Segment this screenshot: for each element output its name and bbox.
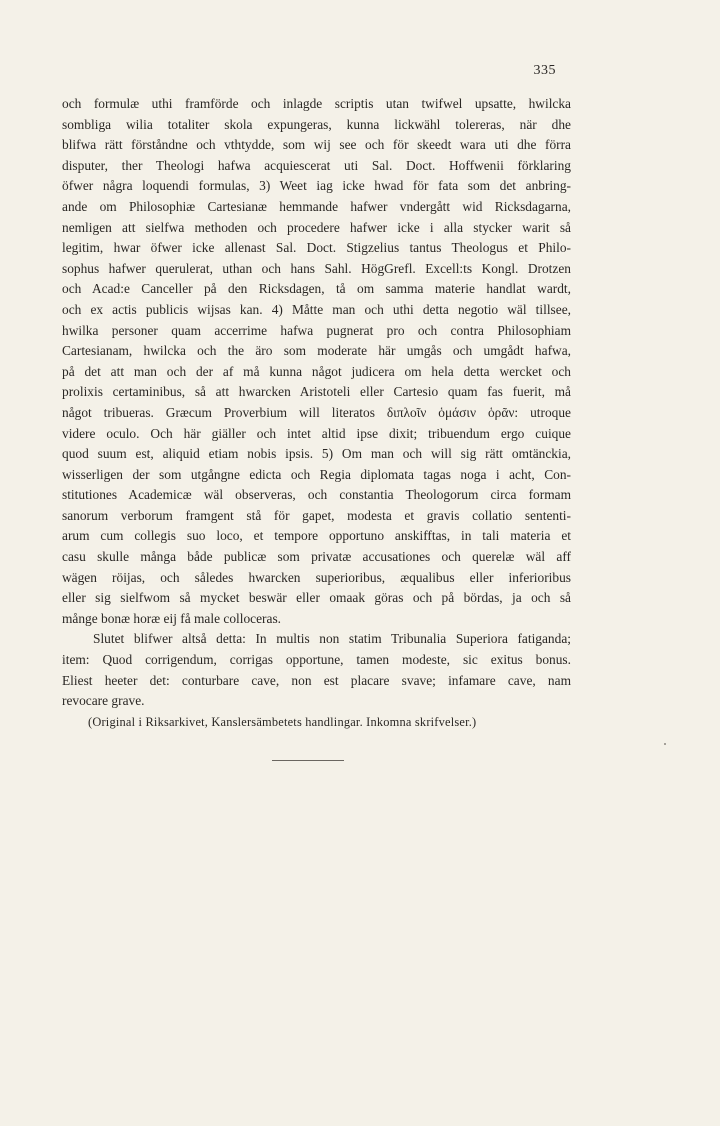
text-line: videre oculo. Och här giäller och intet altid ipse dixit; tribuendum ergo cuique bbox=[62, 425, 571, 441]
text-line: Eliest heeter det: conturbare cave, non est placare svave; infamare cave, nam bbox=[62, 672, 571, 688]
text-line: blifwa rätt förståndne och vthtydde, som wij see och för skeedt wara uti dhe förra bbox=[62, 137, 571, 153]
text-line: hwilka personer quam accerrime hafwa pugnerat pro och contra Philosophiam bbox=[62, 322, 571, 338]
text-line: arum cum collegis suo loco, et tempore opportuno anskifftas, in tali materia et bbox=[62, 528, 571, 544]
text-line: wägen röijas, och således hwarcken superioribus, æqualibus eller inferioribus bbox=[62, 569, 571, 585]
text-line: revocare grave. bbox=[62, 693, 145, 709]
text-line: något tribueras. Græcum Proverbium will literatos διπλοῖν ὁμάσιν ὁρᾶν: utroque bbox=[62, 404, 571, 420]
text-line: disputer, ther Theologi hafwa acquiescerat uti Sal. Doct. Hoffwenii förklaring bbox=[62, 157, 571, 173]
paper-speck bbox=[664, 743, 666, 745]
text-line: Cartesianam, hwilcka och the äro som moderate här umgås och umgådt hafwa, bbox=[62, 343, 571, 359]
text-line: wisserligen der som utgångne edicta och Regia diplomata tagas noga i acht, Con- bbox=[62, 466, 571, 482]
text-line: prolixis certaminibus, så att hwarcken Aristoteli eller Cartesio quam fas fuerit, må bbox=[62, 384, 571, 400]
text-line: Slutet blifwer altså detta: In multis non statim Tribunalia Superiora fatiganda; bbox=[93, 631, 571, 647]
text-line: legitim, hwar öfwer icke allenast Sal. Doct. Stigzelius tantus Theologus et Philo- bbox=[62, 240, 571, 256]
text-line: quod suum est, aliquid etiam nobis ipsis. 5) Om man och will sig rätt omtänckia, bbox=[62, 446, 571, 462]
text-line: och Acad:e Canceller på den Ricksdagen, tå om samma materie handlat wardt, bbox=[62, 281, 571, 297]
body-text bbox=[62, 94, 571, 732]
text-line: på det att man och der af må kunna något judicera om hela detta wercket och bbox=[62, 363, 571, 379]
text-line: och ex actis publicis wijsas kan. 4) Måtte man och uthi detta negotio wäl tillsee, bbox=[62, 301, 571, 317]
source-note: (Original i Riksarkivet, Kanslersämbetets handlingar. Inkomna skrifvelser.) bbox=[88, 714, 477, 729]
text-line: ande om Philosophiæ Cartesianæ hemmande hafwer vndergått wid Ricksdagarna, bbox=[62, 198, 571, 214]
section-divider bbox=[272, 760, 344, 761]
text-line: stitutiones Academicæ wäl observeras, och constantia Theologorum circa formam bbox=[62, 487, 571, 503]
text-line: item: Quod corrigendum, corrigas opportune, tamen modeste, sic exitus bonus. bbox=[62, 652, 571, 668]
text-line: sanorum verborum framgent stå för gapet, modesta et gravis collatio sententi- bbox=[62, 507, 571, 523]
text-line: eller sig sielfwom så mycket beswär eller omaak göras och på bördas, ja och så bbox=[62, 590, 571, 606]
text-line: casu skulle många både publicæ som privatæ accusationes och querelæ wäl aff bbox=[62, 549, 571, 565]
text-line: sophus hafwer querulerat, uthan och hans Sahl. HögGrefl. Excell:ts Kongl. Drotzen bbox=[62, 260, 571, 276]
text-line: öfwer några loquendi formulas, 3) Weet iag icke hwad för fata som det anbring- bbox=[62, 178, 571, 194]
text-line: månge bonæ horæ eij få male colloceras. bbox=[62, 610, 282, 626]
text-line: nemligen att sielfwa methoden och procedere hafwer icke i alla stycker warit så bbox=[62, 219, 571, 235]
text-line: sombliga wilia totaliter skola expungeras, kunna lickwähl tolereras, när dhe bbox=[62, 116, 571, 132]
page-number: 335 bbox=[533, 63, 556, 78]
text-line: och formulæ uthi framförde och inlagde scriptis utan twifwel upsatte, hwilcka bbox=[62, 96, 571, 111]
